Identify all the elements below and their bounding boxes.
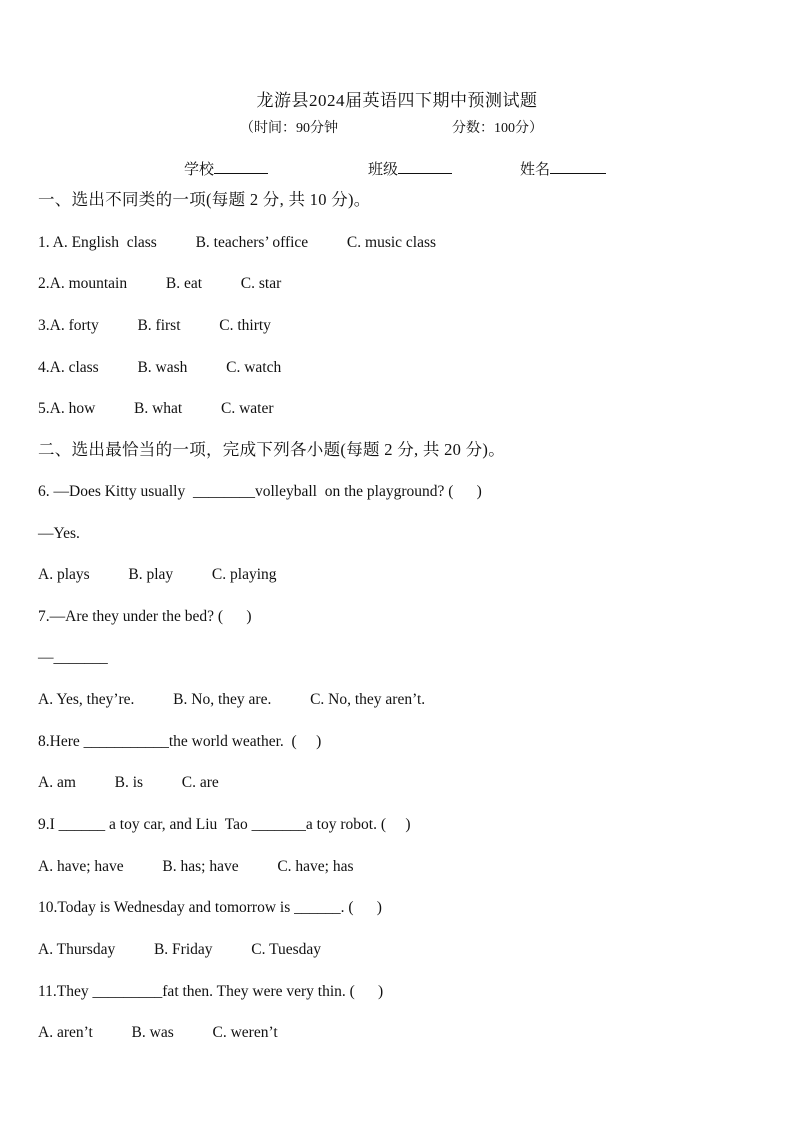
- school-field[interactable]: [184, 158, 268, 179]
- question-11-options: A. aren’t B. was C. weren’t: [38, 1024, 278, 1041]
- name-label: 姓名: [520, 162, 551, 178]
- question-10-options: A. Thursday B. Friday C. Tuesday: [38, 941, 322, 958]
- question-6-answer: —Yes.: [38, 525, 80, 542]
- school-label: 学校: [184, 162, 215, 178]
- class-field[interactable]: [368, 158, 452, 179]
- question-1: 1. A. English class B. teachers’ office C. music class: [38, 234, 437, 251]
- section-1-heading: 一、选出不同类的一项(每题 2 分, 共 10 分)。: [38, 190, 371, 209]
- section-2-heading: 二、选出最恰当的一项，完成下列各小题(每题 2 分, 共 20 分)。: [38, 440, 505, 459]
- question-3: 3.A. forty B. first C. thirty: [38, 317, 271, 334]
- question-6: 6. —Does Kitty usually ________volleyball on the playground? ( ): [38, 483, 482, 500]
- page-title: 龙游县2024届英语四下期中预测试题: [256, 91, 538, 110]
- class-label: 班级: [368, 162, 399, 178]
- question-10: 10.Today is Wednesday and tomorrow is ______. ( ): [38, 899, 382, 916]
- question-9: 9.I ______ a toy car, and Liu Tao _______a toy robot. ( ): [38, 816, 411, 833]
- question-7: 7.—Are they under the bed? ( ): [38, 608, 252, 625]
- question-8-options: A. am B. is C. are: [38, 774, 219, 791]
- question-7-answer: —_______: [38, 649, 108, 666]
- name-blank[interactable]: [550, 159, 606, 174]
- school-blank[interactable]: [214, 159, 268, 174]
- question-8: 8.Here ___________the world weather. ( ): [38, 733, 322, 750]
- question-4: 4.A. class B. wash C. watch: [38, 359, 282, 376]
- exam-time: （时间：90分钟: [240, 121, 338, 136]
- question-5: 5.A. how B. what C. water: [38, 400, 274, 417]
- question-7-options: A. Yes, they’re. B. No, they are. C. No, they aren’t.: [38, 691, 426, 708]
- class-blank[interactable]: [398, 159, 452, 174]
- question-2: 2.A. mountain B. eat C. star: [38, 275, 282, 292]
- name-field[interactable]: [520, 158, 606, 179]
- question-9-options: A. have; have B. has; have C. have; has: [38, 858, 354, 875]
- exam-score: 分数：100分）: [452, 121, 543, 136]
- question-11: 11.They _________fat then. They were very thin. ( ): [38, 983, 384, 1000]
- question-6-options: A. plays B. play C. playing: [38, 566, 277, 583]
